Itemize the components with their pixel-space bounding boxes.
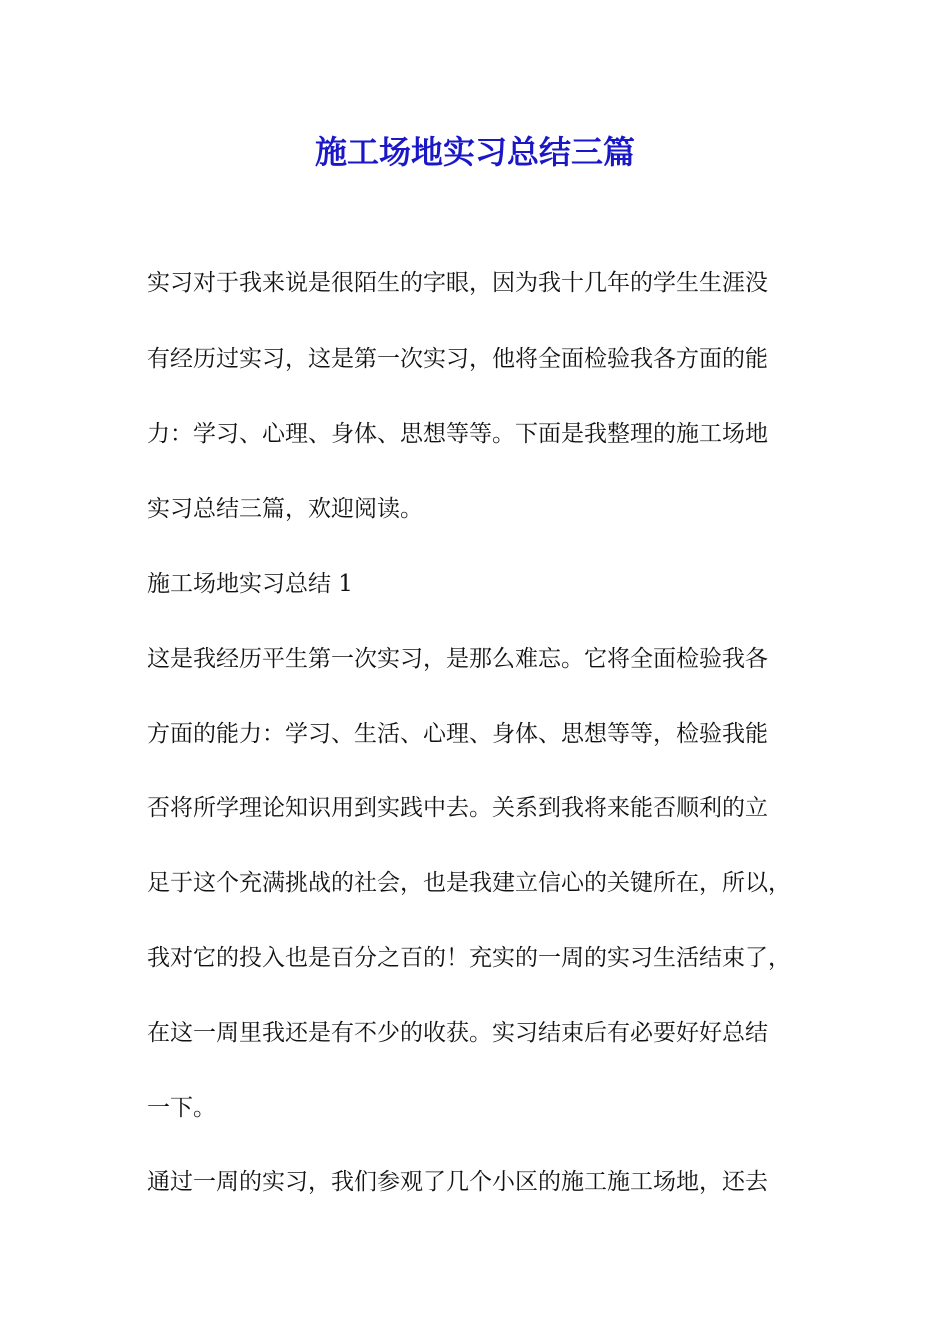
text-line: 一下。 — [147, 1095, 216, 1121]
text-line: 我对它的投入也是百分之百的！充实的一周的实习生活结束了， — [147, 945, 791, 971]
text-line: 这是我经历平生第一次实习，是那么难忘。它将全面检验我各 — [147, 646, 768, 672]
text-line: 力：学习、心理、身体、思想等等。下面是我整理的施工场地 — [147, 421, 768, 447]
section-heading: 施工场地实习总结 1 — [147, 571, 353, 597]
text-line: 足于这个充满挑战的社会，也是我建立信心的关键所在，所以， — [147, 870, 791, 896]
text-line: 实习对于我来说是很陌生的字眼，因为我十几年的学生生涯没 — [147, 270, 768, 296]
text-line: 有经历过实习，这是第一次实习，他将全面检验我各方面的能 — [147, 346, 768, 372]
text-line: 通过一周的实习，我们参观了几个小区的施工施工场地，还去 — [147, 1169, 768, 1195]
text-line: 在这一周里我还是有不少的收获。实习结束后有必要好好总结 — [147, 1020, 768, 1046]
document-title: 施工场地实习总结三篇 — [314, 133, 635, 171]
text-line: 方面的能力：学习、生活、心理、身体、思想等等，检验我能 — [147, 721, 768, 747]
text-line: 实习总结三篇，欢迎阅读。 — [147, 496, 423, 522]
text-line: 否将所学理论知识用到实践中去。关系到我将来能否顺利的立 — [147, 795, 768, 821]
